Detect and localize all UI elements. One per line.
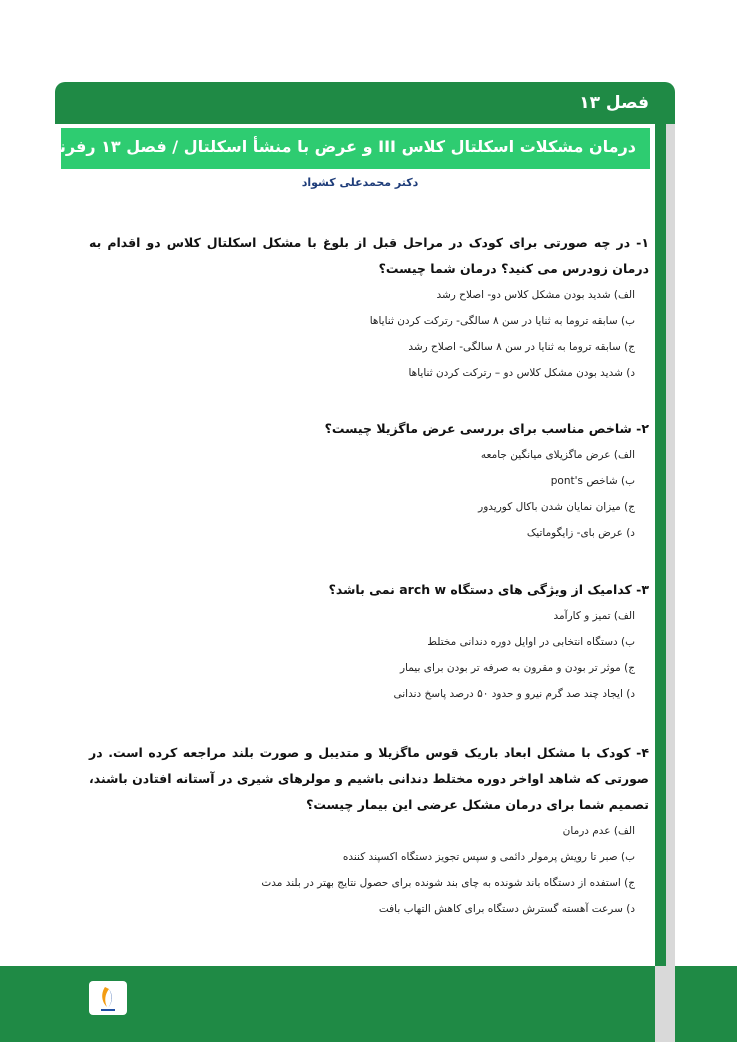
option: الف) عدم درمان (562, 825, 635, 837)
question-block-2 (89, 416, 649, 546)
side-stripe (655, 124, 675, 1042)
option: ب) دستگاه انتخابی در اوایل دوره دندانی مختلط (427, 636, 635, 648)
question-text: ۱- در چه صورتی برای کودک در مراحل قبل از بلوغ با مشکل اسکلتال کلاس دو اقدام به درمان زودرس می کنید؟ درمان شما چیست؟ (89, 235, 649, 276)
option: ج) استفده از دستگاه باند شونده به چای بند شونده برای حصول نتایج بهتر در بلند مدت (261, 877, 635, 889)
title-box (37, 128, 650, 169)
option: ج) موثر تر بودن و مقرون به صرفه تر بودن برای بیمار (399, 662, 635, 674)
page-title: درمان مشکلات اسکلتال کلاس III و عرض با منشأ اسکلتال / فصل ۱۳ رفرنس (37, 137, 636, 156)
author-name: دکتر محمدعلی کشواد (301, 176, 419, 189)
footer-stripe (655, 966, 675, 1042)
chapter-label: فصل ۱۳ (579, 93, 649, 113)
question-block-1 (89, 230, 649, 386)
question-block-3 (89, 577, 649, 707)
option: د) شدید بودن مشکل کلاس دو – رترکت کردن ثنایاها (408, 367, 635, 379)
option: ج) میزان نمایان شدن باکال کوریدور (478, 501, 635, 513)
option-text: ب) شاخص pont's (550, 475, 635, 487)
option: د) سرعت آهسته گسترش دستگاه برای کاهش التهاب بافت (378, 903, 635, 915)
option: الف) تمیز و کارآمد (553, 610, 635, 622)
chapter-header-bar (55, 82, 675, 124)
option: الف) عرض ماگزیلای میانگین جامعه (480, 449, 635, 461)
option: ب) صبر تا رویش پرمولر دائمی و سپس تجویز دستگاه اکسپند کننده (342, 851, 635, 863)
option: ب) سابقه تروما به ثنایا در سن ۸ سالگی- رترکت کردن ثنایاها (369, 315, 635, 327)
option: د) عرض بای- زایگوماتیک (526, 527, 635, 539)
question-text: ۴- کودک با مشکل ابعاد باریک قوس ماگزیلا و متدیبل و صورت بلند مراجعه کرده است. در صورتی که شاهد اواخر دوره مختلط دندانی باشیم و مولرهای شیری در آستانه افتادن باشند، تصمیم شما برای درمان مشکل عرضی این بیمار چیست؟ (89, 745, 649, 812)
option: ج) سابقه تروما به ثنایا در سن ۸ سالگی- اصلاح رشد (408, 341, 635, 353)
question-block-4 (89, 740, 649, 922)
logo-icon (89, 981, 127, 1015)
question-text: ۳- کدامیک از ویژگی های دستگاه arch w نمی باشد؟ (328, 582, 649, 597)
option: الف) شدید بودن مشکل کلاس دو- اصلاح رشد (436, 289, 635, 301)
publisher-logo (89, 981, 127, 1015)
question-text: ۲- شاخص مناسب برای بررسی عرض ماگزیلا چیست؟ (324, 421, 649, 436)
option (89, 468, 649, 494)
option: د) ایجاد چند صد گرم نیرو و حدود ۵۰ درصد پاسخ دندانی (393, 688, 635, 700)
